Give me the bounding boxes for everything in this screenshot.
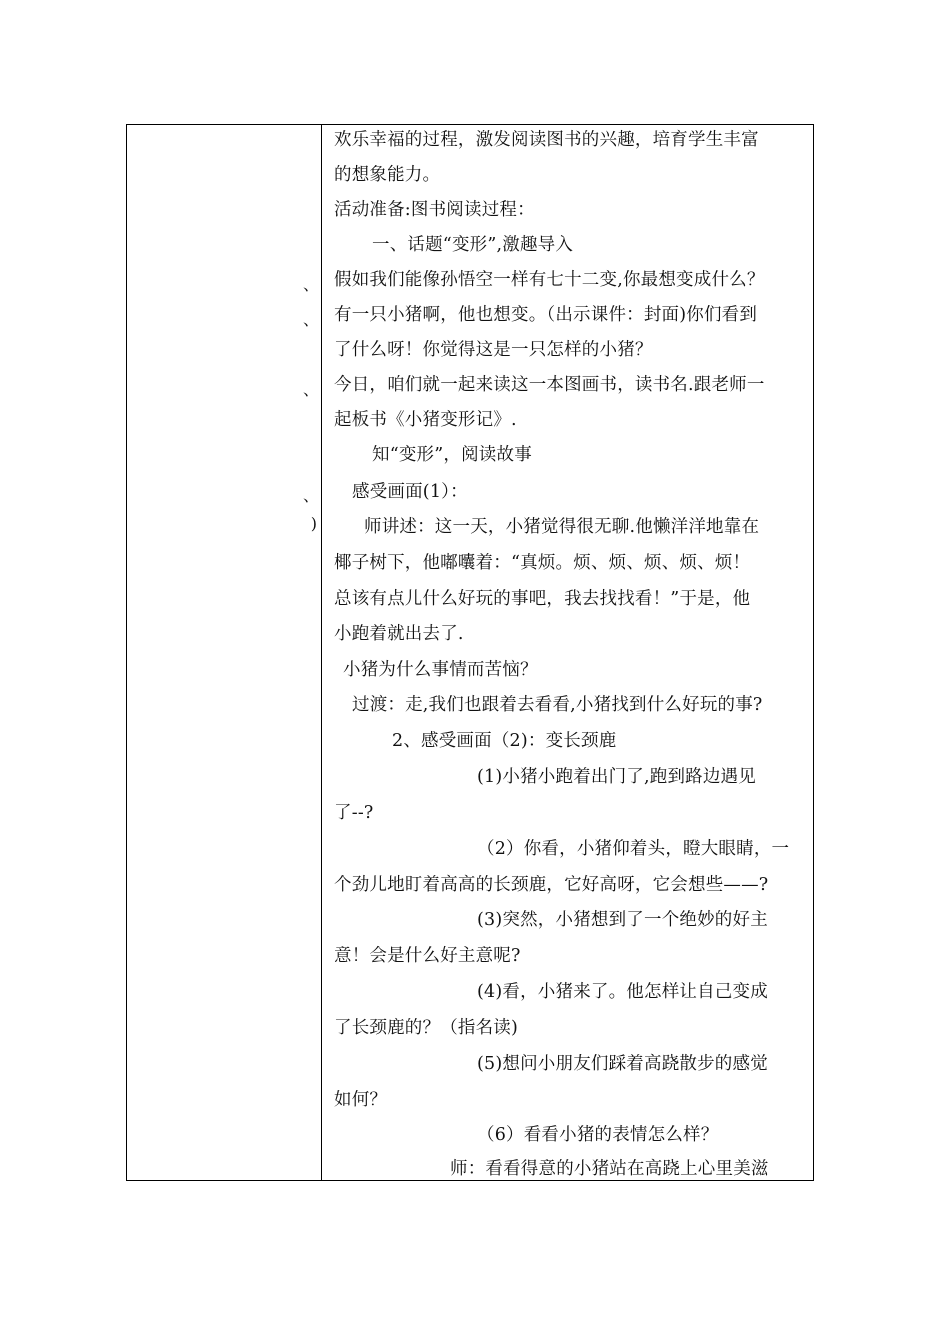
text-line: 假如我们能像孙悟空一样有七十二变,你最想变成什么？ bbox=[334, 270, 765, 290]
text-line: 个劲儿地盯着高高的长颈鹿，它好高呀，它会想些——? bbox=[334, 875, 769, 895]
text-line: 过渡：走,我们也跟着去看看,小猪找到什么好玩的事? bbox=[352, 695, 763, 715]
text-line: 了长颈鹿的？（指名读) bbox=[334, 1018, 519, 1038]
text-line: 师讲述：这一天，小猪觉得很无聊.他懒洋洋地靠在 bbox=[364, 517, 760, 537]
margin-mark: 、 bbox=[302, 310, 319, 329]
text-line: (1)小猪小跑着出门了,跑到路边遇见 bbox=[477, 767, 756, 787]
text-line: 小猪为什么事情而苦恼？ bbox=[343, 660, 538, 680]
text-line: 意！会是什么好主意呢? bbox=[334, 946, 521, 966]
text-line: 师：看看得意的小猪站在高跷上心里美滋 bbox=[450, 1159, 769, 1179]
lesson-plan-table bbox=[126, 124, 814, 1181]
text-line: (4)看，小猪来了。他怎样让自己变成 bbox=[477, 982, 768, 1002]
text-line: 的想象能力。 bbox=[334, 165, 441, 185]
text-line: 总该有点儿什么好玩的事吧，我去找找看！”于是，他 bbox=[334, 589, 751, 609]
left-column bbox=[127, 125, 321, 1180]
text-line: 如何？ bbox=[334, 1090, 388, 1110]
text-line: (5)想问小朋友们踩着高跷散步的感觉 bbox=[477, 1054, 768, 1074]
text-line: 椰子树下，他嘟囔着：“真烦。烦、烦、烦、烦、烦！ bbox=[334, 553, 751, 573]
text-line: 活动准备:图书阅读过程： bbox=[334, 200, 535, 220]
margin-mark: 、 bbox=[302, 380, 319, 399]
text-line: 了--? bbox=[334, 803, 374, 823]
margin-mark: 、 bbox=[302, 275, 319, 294]
margin-mark: ) bbox=[310, 514, 317, 533]
text-line: 一、话题“变形”,激趣导入 bbox=[372, 235, 574, 255]
text-line: 2、感受画面（2)：变长颈鹿 bbox=[392, 731, 617, 751]
margin-mark: 、 bbox=[302, 486, 319, 505]
text-line: 今日，咱们就一起来读这一本图画书，读书名.跟老师一 bbox=[334, 375, 765, 395]
text-line: 感受画面(1）： bbox=[352, 482, 468, 502]
text-line: 欢乐幸福的过程，激发阅读图书的兴趣，培育学生丰富 bbox=[334, 130, 759, 150]
text-line: 知“变形”，阅读故事 bbox=[372, 445, 532, 465]
text-line: 小跑着就出去了. bbox=[334, 624, 464, 644]
text-line: 有一只小猪啊，他也想变。（出示课件：封面)你们看到 bbox=[334, 305, 758, 325]
column-divider bbox=[321, 125, 322, 1180]
text-line: （2）你看，小猪仰着头，瞪大眼睛，一 bbox=[477, 839, 790, 859]
text-line: 起板书《小猪变形记》. bbox=[334, 410, 517, 430]
text-line: (3)突然，小猪想到了一个绝妙的好主 bbox=[477, 910, 768, 930]
text-line: 了什么呀！你觉得这是一只怎样的小猪？ bbox=[334, 340, 653, 360]
text-line: （6）看看小猪的表情怎么样？ bbox=[477, 1125, 719, 1145]
